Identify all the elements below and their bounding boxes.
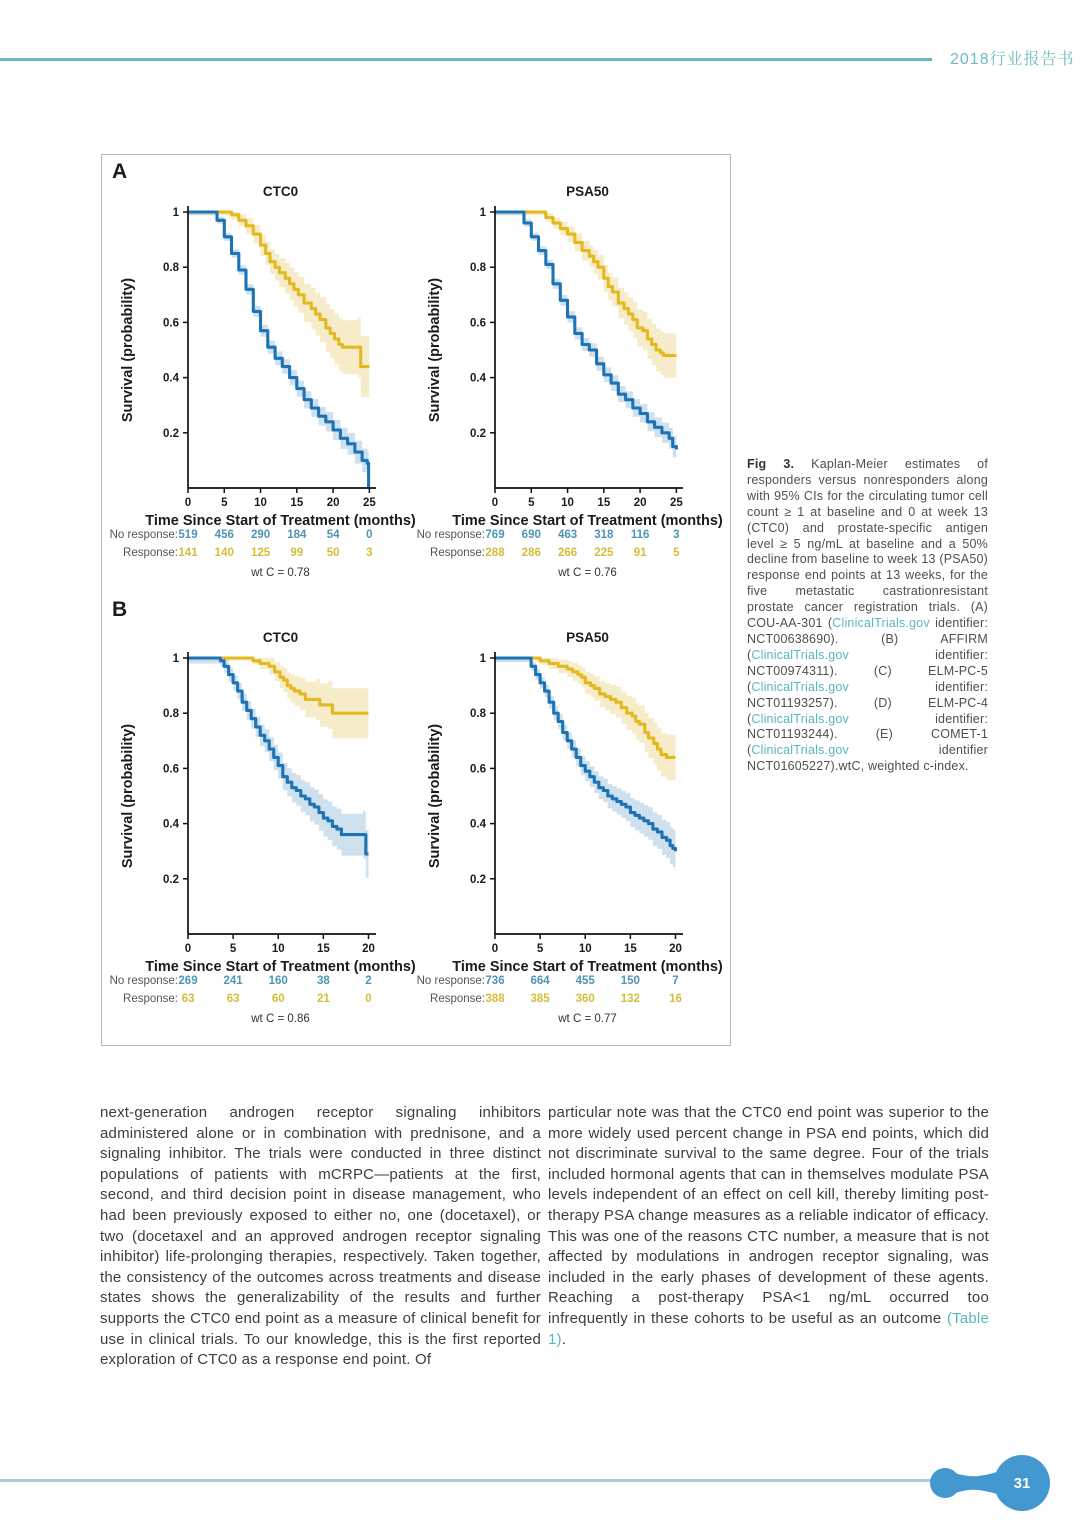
x-tick-label: 5 xyxy=(229,943,237,955)
km-plot xyxy=(403,626,723,1042)
risk-number: 160 xyxy=(268,975,288,987)
risk-number: 269 xyxy=(178,975,198,987)
x-tick-label: 25 xyxy=(669,497,683,509)
y-tick-label: 0.8 xyxy=(163,708,179,721)
panel-b-label: B xyxy=(112,598,128,621)
y-tick-label: 0.8 xyxy=(470,708,486,721)
risk-number: 455 xyxy=(575,975,595,987)
chart-title: CTC0 xyxy=(262,184,299,199)
x-tick-label: 0 xyxy=(491,943,499,955)
risk-row-label: Response: xyxy=(123,993,178,1005)
page-number-badge xyxy=(915,1448,1060,1518)
text-link[interactable]: ClinicalTrials.gov xyxy=(832,616,930,631)
text-run: identifier: NCT00638690). (B) AFFIRM ( xyxy=(747,616,988,662)
text-run: identifier: NCT00974311). (C) ELM-PC-5 ( xyxy=(747,647,988,694)
risk-number: 21 xyxy=(316,993,330,1005)
text-run: identifier: NCT01193244). (E) COMET-1 ( xyxy=(747,711,988,758)
x-tick-label: 10 xyxy=(271,943,285,955)
risk-number: 288 xyxy=(485,547,505,559)
risk-number: 91 xyxy=(633,547,647,559)
text-link[interactable]: ClinicalTrials.gov xyxy=(751,679,849,694)
km-plot xyxy=(96,180,416,596)
y-tick-label: 0.8 xyxy=(470,262,486,275)
risk-number: 7 xyxy=(672,975,679,987)
y-tick-label: 0.2 xyxy=(163,427,179,440)
panel-a-label: A xyxy=(112,160,128,183)
x-tick-label: 15 xyxy=(290,497,304,509)
risk-number: 286 xyxy=(521,547,541,559)
x-tick-label: 10 xyxy=(578,943,592,955)
risk-number: 63 xyxy=(226,993,240,1005)
y-tick-label: 1 xyxy=(172,207,179,219)
risk-number: 150 xyxy=(620,975,640,987)
risk-number: 2 xyxy=(365,975,372,987)
risk-number: 60 xyxy=(271,993,285,1005)
text-link[interactable]: ClinicalTrials.gov xyxy=(751,647,849,662)
y-tick-label: 1 xyxy=(479,653,486,665)
risk-row-label: No response: xyxy=(416,529,485,541)
x-tick-label: 20 xyxy=(669,943,682,955)
header-rule xyxy=(0,58,932,61)
risk-number: 99 xyxy=(290,547,304,559)
risk-number: 125 xyxy=(250,547,271,559)
text-link[interactable]: (Table 1) xyxy=(548,1309,989,1348)
km-chart-b-ctc0 xyxy=(96,626,416,1042)
risk-number: 266 xyxy=(557,547,578,559)
y-tick-label: 1 xyxy=(172,653,179,665)
x-tick-label: 5 xyxy=(528,497,535,509)
wtc-label: wt C = 0.77 xyxy=(558,1013,617,1025)
risk-row-label: No response: xyxy=(109,975,178,987)
page-number: 31 xyxy=(1013,1475,1031,1492)
risk-number: 290 xyxy=(250,529,271,541)
risk-number: 463 xyxy=(557,529,578,541)
y-tick-label: 1 xyxy=(479,207,486,219)
x-tick-label: 0 xyxy=(184,497,192,509)
x-tick-label: 5 xyxy=(221,497,228,509)
x-tick-label: 10 xyxy=(254,497,267,509)
risk-number: 116 xyxy=(630,529,650,541)
risk-number: 5 xyxy=(673,547,680,559)
risk-number: 241 xyxy=(223,975,243,987)
risk-number: 0 xyxy=(366,529,373,541)
x-axis-label: Time Since Start of Treatment (months) xyxy=(145,513,416,529)
risk-row-label: Response: xyxy=(123,547,178,559)
y-tick-label: 0.2 xyxy=(470,427,486,440)
km-curve-response xyxy=(188,212,369,367)
confidence-band xyxy=(495,212,676,380)
chart-title: PSA50 xyxy=(566,184,609,199)
risk-number: 769 xyxy=(485,529,505,541)
body-right-column xyxy=(548,1103,989,1350)
x-tick-label: 0 xyxy=(491,497,499,509)
risk-number: 519 xyxy=(178,529,198,541)
caption-fig-label: Fig 3. xyxy=(747,457,795,471)
risk-number: 3 xyxy=(673,529,680,541)
text-link[interactable]: ClinicalTrials.gov xyxy=(751,743,849,758)
x-axis-label: Time Since Start of Treatment (months) xyxy=(452,513,723,529)
risk-number: 38 xyxy=(316,975,330,987)
y-tick-label: 0.2 xyxy=(470,873,486,886)
x-tick-label: 15 xyxy=(316,943,330,955)
y-tick-label: 0.6 xyxy=(470,763,486,776)
chart-title: PSA50 xyxy=(566,630,609,645)
risk-number: 385 xyxy=(530,993,550,1005)
y-axis-label: Survival (probability) xyxy=(120,723,136,869)
risk-number: 690 xyxy=(521,529,541,541)
wtc-label: wt C = 0.78 xyxy=(251,567,310,579)
risk-row-label: No response: xyxy=(416,975,485,987)
text-run: particular note was that the CTC0 end point was superior to the more widely used percent change in PSA end points, which did not discriminate survival to the same degree. Four of the trials included hormonal agents that can in themselves modulate PSA levels independent of an effect on cell kill, thereby limiting post-therapy PSA change measures as a reliable indicator of efficacy. This was one of the reasons CTC number, a measure that is not affected by modulations in androgen receptor signaling, was included in the early phases of development of these agents. Reaching a post-therapy PSA<1 ng/mL occurred too infrequently in these cohorts to be useful as an outcome xyxy=(548,1104,989,1327)
text-link[interactable]: ClinicalTrials.gov xyxy=(751,711,849,726)
risk-row-label: No response: xyxy=(109,529,178,541)
footer-rule xyxy=(0,1479,933,1482)
badge-connector xyxy=(945,1470,997,1496)
header-title: 2018行业报告书 xyxy=(950,51,1075,68)
km-plot xyxy=(403,180,723,596)
body-left-column: next-generation androgen receptor signaling inhibitors administered alone or in combination with prednisone, and a signaling inhibitor. The trials were conducted in three distinct populations of patients with mCRPC—patients at the first, second, and third decision point in disease management, who had been previously exposed to either no, one (docetaxel), or two (docetaxel and an approved androgen receptor signaling inhibitor) life-prolonging therapies, respectively. Taken together, the consistency of the outcomes across treatments and disease states shows the generalizability of the results and further supports the CTC0 end point as a measure of clinical benefit for use in clinical trials. To our knowledge, this is the first reported exploration of CTC0 as a response end point. Of xyxy=(100,1104,541,1369)
risk-number: 132 xyxy=(620,993,640,1005)
y-tick-label: 0.6 xyxy=(163,317,179,330)
x-tick-label: 20 xyxy=(326,497,340,509)
y-tick-label: 0.2 xyxy=(163,873,179,886)
x-axis-label: Time Since Start of Treatment (months) xyxy=(452,959,723,975)
risk-number: 388 xyxy=(485,993,505,1005)
text-run: . xyxy=(561,1330,567,1348)
risk-row-label: Response: xyxy=(430,993,485,1005)
risk-number: 140 xyxy=(214,547,234,559)
y-axis-label: Survival (probability) xyxy=(427,723,443,869)
x-tick-label: 0 xyxy=(184,943,192,955)
risk-number: 0 xyxy=(365,993,372,1005)
x-tick-label: 20 xyxy=(633,497,647,509)
km-chart-a-ctc0 xyxy=(96,180,416,596)
y-tick-label: 0.4 xyxy=(163,372,179,385)
risk-number: 184 xyxy=(287,529,307,541)
risk-number: 225 xyxy=(594,547,614,559)
risk-row-label: Response: xyxy=(430,547,485,559)
wtc-label: wt C = 0.86 xyxy=(251,1013,310,1025)
y-tick-label: 0.4 xyxy=(470,818,486,831)
y-axis-label: Survival (probability) xyxy=(427,277,443,423)
y-axis-label: Survival (probability) xyxy=(120,277,136,423)
x-tick-label: 25 xyxy=(362,497,376,509)
risk-number: 63 xyxy=(181,993,195,1005)
risk-number: 318 xyxy=(594,529,614,541)
risk-number: 54 xyxy=(326,529,340,541)
y-tick-label: 0.4 xyxy=(470,372,486,385)
risk-number: 736 xyxy=(485,975,505,987)
text-run: Kaplan-Meier estimates of responders versus nonresponders along with 95% CIs for the circulating tumor cell count ≥ 1 at baseline and 0 at week 13 (CTC0) and prostate-specific antigen level ≥ 5 ng/mL at baseline and a 50% decline from baseline to week 13 (PSA50) response end points at 13 weeks, for the five metastatic castrationresistant prostate cancer registration trials. (A) COU-AA-301 ( xyxy=(747,457,988,631)
y-tick-label: 0.4 xyxy=(163,818,179,831)
km-chart-a-psa50 xyxy=(403,180,723,596)
risk-number: 50 xyxy=(326,547,340,559)
x-tick-label: 10 xyxy=(561,497,574,509)
x-tick-label: 15 xyxy=(597,497,611,509)
x-tick-label: 5 xyxy=(536,943,544,955)
x-tick-label: 15 xyxy=(623,943,637,955)
km-chart-b-psa50 xyxy=(403,626,723,1042)
risk-number: 16 xyxy=(669,993,682,1005)
y-tick-label: 0.6 xyxy=(470,317,486,330)
text-run: identifier: NCT01193257). (D) ELM-PC-4 ( xyxy=(747,679,988,726)
risk-number: 456 xyxy=(214,529,234,541)
x-axis-label: Time Since Start of Treatment (months) xyxy=(145,959,416,975)
figure-caption xyxy=(747,457,988,775)
risk-number: 360 xyxy=(575,993,595,1005)
km-plot xyxy=(96,626,416,1042)
risk-number: 664 xyxy=(530,975,550,987)
confidence-band xyxy=(188,212,369,399)
x-tick-label: 20 xyxy=(362,943,375,955)
risk-number: 3 xyxy=(366,547,373,559)
y-tick-label: 0.6 xyxy=(163,763,179,776)
y-tick-label: 0.8 xyxy=(163,262,179,275)
text-run: identifier NCT01605227).wtC, weighted c-index. xyxy=(747,743,988,774)
risk-number: 141 xyxy=(178,547,198,559)
chart-title: CTC0 xyxy=(262,630,299,645)
wtc-label: wt C = 0.76 xyxy=(558,567,617,579)
